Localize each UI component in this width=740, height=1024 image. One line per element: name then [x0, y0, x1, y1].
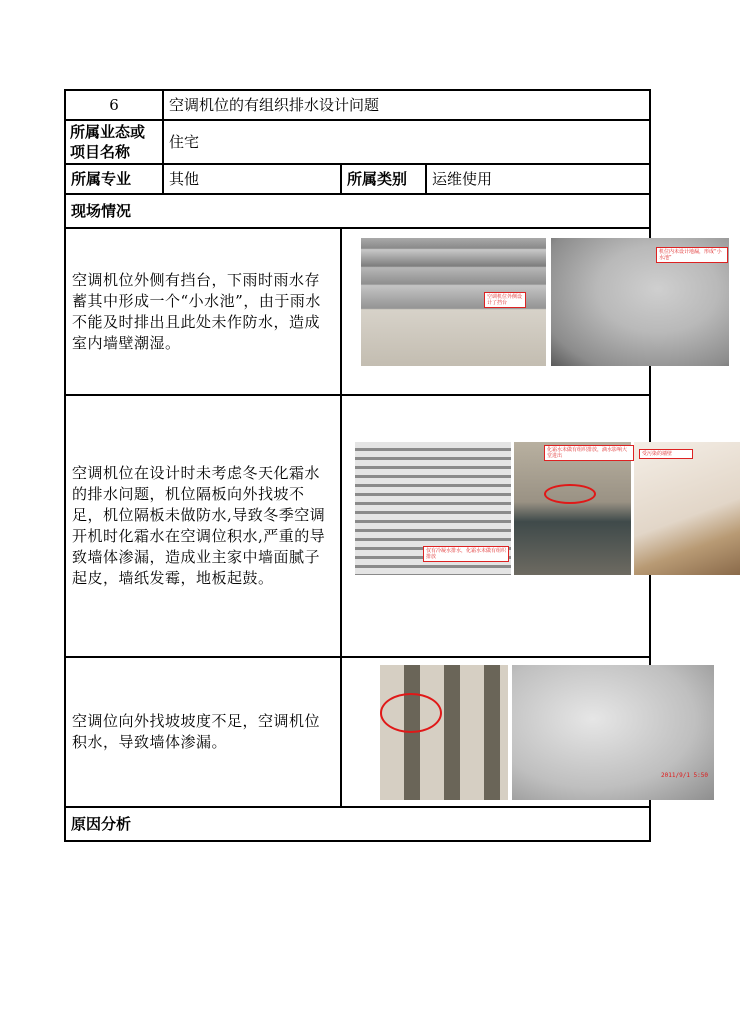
case-2-photos [341, 395, 673, 657]
specialty-label: 所属专业 [65, 164, 163, 194]
site-section-heading: 现场情况 [65, 194, 650, 228]
note-pool: 机位内未设计地漏，形成“小水池” [656, 247, 728, 263]
header-row [65, 90, 650, 120]
business-label: 所属业态或项目名称 [65, 120, 163, 164]
specialty-value: 其他 [163, 164, 341, 194]
business-row [65, 120, 650, 164]
note-ledge: 空调机位外侧设计了挡台 [484, 292, 526, 308]
category-value: 运维使用 [426, 164, 650, 194]
case-row-1 [65, 228, 650, 395]
photo-date-stamp: 2011/9/1 5:50 [661, 772, 708, 779]
issue-title: 空调机位的有组织排水设计问题 [163, 90, 650, 120]
category-label: 所属类别 [341, 164, 426, 194]
photo-ledge [361, 238, 546, 366]
note-wall: 受污染的墙壁 [639, 449, 693, 459]
business-value: 住宅 [163, 120, 650, 164]
note-louver: 仅有冷凝水排水，化霜水未做有组织排放 [423, 546, 509, 562]
case-2-description: 空调机位在设计时未考虑冬天化霜水的排水问题，机位隔板向外找坡不足，机位隔板未做防水,导致冬季空调开机时化霜水在空调位积水,严重的导致墙体渗漏，造成业主家中墙面腻子起皮，墙纸发霉，地板起鼓。 [65, 395, 341, 657]
photo-facade [380, 665, 508, 800]
case-row-3 [65, 657, 650, 807]
photo-louver [355, 442, 511, 575]
photo-stained-wall [634, 442, 740, 575]
case-row-2 [65, 395, 650, 657]
case-1-description: 空调机位外侧有挡台，下雨时雨水存蓄其中形成一个“小水池”，由于雨水不能及时排出且此处未作防水，造成室内墙壁潮湿。 [65, 228, 341, 395]
facade-circle [380, 693, 442, 733]
case-1-photos [341, 228, 722, 395]
case-3-photos [341, 657, 708, 807]
issue-table [64, 89, 722, 842]
highlight-circle [544, 484, 596, 504]
photo-building-entrance [514, 442, 631, 575]
case-3-description: 空调位向外找坡坡度不足，空调机位积水，导致墙体渗漏。 [65, 657, 341, 807]
issue-number: 6 [65, 90, 163, 120]
specialty-row [65, 164, 650, 194]
photo-water-pool [551, 238, 729, 366]
photo-ceiling-leak [512, 665, 714, 800]
note-entrance: 化霜水未做有组织排放，滴水影响大堂进出 [544, 445, 634, 461]
cause-section-row [65, 807, 650, 841]
site-section-row [65, 194, 650, 228]
cause-section-heading: 原因分析 [65, 807, 650, 841]
